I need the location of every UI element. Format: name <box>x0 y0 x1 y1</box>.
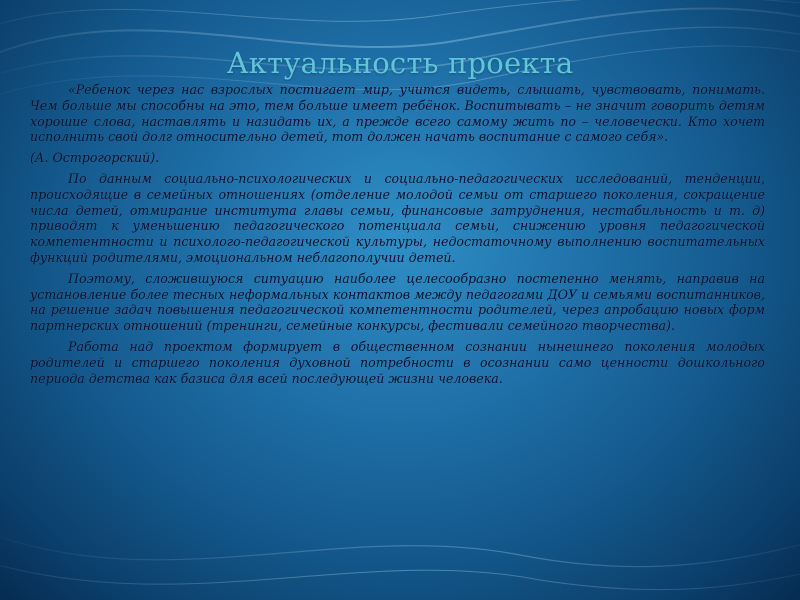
slide-body <box>30 82 765 391</box>
quote-author: (А. Острогорский). <box>30 150 160 166</box>
approach-paragraph: Поэтому, сложившуюся ситуацию наиболее целесообразно постепенно менять, направив на установление более тесных неформальных контактов между педагогами ДОУ и семьями воспитанников, на решение задач повышения педагогической компетентности родителей, через апробацию новых форм партнерских отношений (тренинги, семейные конкурсы, фестивали семейного творчества). <box>30 270 765 334</box>
quote-paragraph: «Ребенок через нас взрослых постигает мир, учится видеть, слышать, чувствовать, понимать. Чем больше мы способны на это, тем больше имеет ребёнок. Воспитывать – не значит говорить детям хорошие слова, наставлять и назидать их, а прежде всего самому жить по – человечески. Кто хочет исполнить свой долг относительно детей, тот должен начать воспитание с самого себя». <box>30 82 765 145</box>
outcome-paragraph: Работа над проектом формирует в общественном сознании нынешнего поколения молодых родителей и старшего поколения духовной потребности в осознании само ценности дошкольного периода детства как базиса для всей последующей жизни человека. <box>30 338 765 386</box>
slide-title: Актуальность проекта <box>226 46 574 80</box>
research-paragraph: По данным социально-психологических и социально-педагогических исследований, тенденции, происходящие в семейных отношениях (отделение молодой семьи от старшего поколения, сокращение числа детей, отмирание института главы семьи, финансовые затруднения, нестабильность и т. д) приводят к уменьшению педагогического потенциала семьи, снижению уровня педагогической компетентности и психолого-педагогической культуры, недостаточному выполнению воспитательных функций родителями, эмоциональном неблагополучии детей. <box>30 170 765 265</box>
